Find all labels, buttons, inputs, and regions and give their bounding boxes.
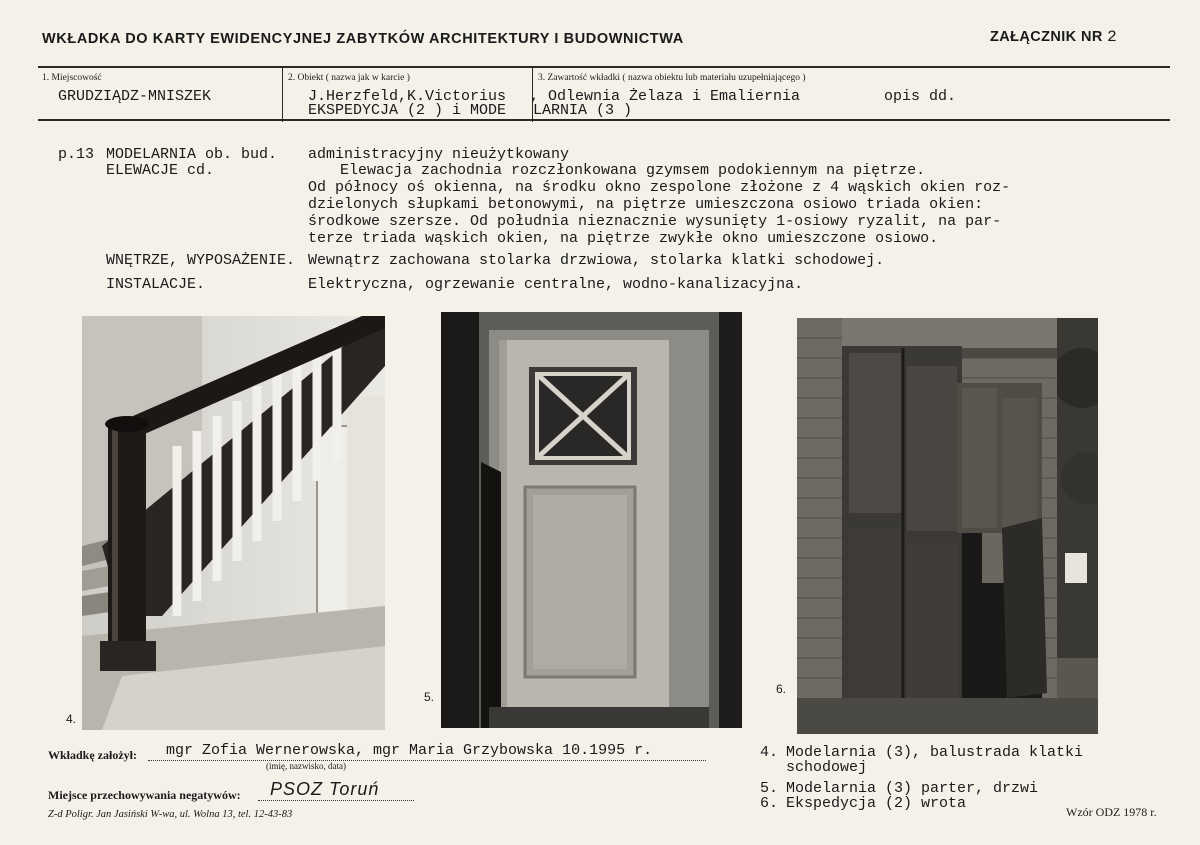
form-rule-top (38, 66, 1170, 68)
body-line3: Od północy oś okienna, na środku okno zespolone złożone z 4 wąskich okien roz- (308, 179, 1011, 196)
gates-illustration (797, 318, 1098, 734)
install-head: INSTALACJE. (106, 276, 206, 293)
photo-5-number: 5. (424, 690, 435, 704)
caption-4-text: Modelarnia (3), balustrada klatki (786, 744, 1084, 761)
field-3-value-extra: opis dd. (884, 88, 957, 105)
photo-staircase (82, 316, 385, 730)
annex-number: 2 (1107, 28, 1118, 46)
body-line4: dzielonych słupkami betonowymi, na piętrze umieszczona osiowo triada okien: (308, 196, 984, 213)
photo-door (441, 312, 742, 728)
caption-4-num: 4. (760, 744, 779, 761)
staircase-illustration (82, 316, 385, 730)
body-line6: terze triada wąskich okien, na piętrze zwykłe okno umieszczone osiowo. (308, 230, 939, 247)
field-3-value-line2: LARNIA (3 ) (533, 102, 633, 119)
founder-value: mgr Zofia Wernerowska, mgr Maria Grzybowska 10.1995 r. (166, 742, 653, 759)
field-2-label: 2. Obiekt ( nazwa jak w karcie ) (288, 73, 410, 83)
founder-line (148, 760, 706, 761)
caption-4-cont: schodowej (786, 759, 868, 776)
form-title: WKŁADKA DO KARTY EWIDENCYJNEJ ZABYTKÓW ARCHITEKTURY I BUDOWNICTWA (42, 31, 684, 47)
field-1-label: 1. Miejscowość (42, 73, 102, 83)
storage-label: Miejsce przechowywania negatywów: (48, 788, 241, 802)
storage-value: PSOZ Toruń (270, 779, 380, 799)
body-line1-head: MODELARNIA ob. bud. (106, 146, 278, 163)
annex-label-text: ZAŁĄCZNIK NR (990, 29, 1103, 45)
form-divider-1 (282, 66, 283, 122)
door-illustration (441, 312, 742, 728)
storage-line (258, 800, 414, 801)
install-text: Elektryczna, ogrzewanie centralne, wodno-kanalizacyjna. (308, 276, 804, 293)
caption-6-num: 6. (760, 795, 779, 812)
founder-hint: (imię, nazwisko, data) (266, 761, 346, 771)
body-line2-head: ELEWACJE cd. (106, 162, 215, 179)
photo-gates (797, 318, 1098, 734)
field-1-value: GRUDZIĄDZ-MNISZEK (58, 88, 212, 105)
printer-info: Z-d Poligr. Jan Jasiński W-wa, ul. Wolna 13, tel. 12-43-83 (48, 809, 293, 820)
field-3-value-line1: , Odlewnia Żelaza i Emaliernia (530, 88, 801, 105)
interior-head: WNĘTRZE, WYPOSAŻENIE. (106, 252, 296, 269)
photo-4-number: 4. (66, 712, 77, 726)
field-2-value-line1: J.Herzfeld,K.Victorius (308, 88, 507, 105)
photo-6-number: 6. (776, 682, 787, 696)
founder-label: Wkładkę założył: (48, 748, 137, 762)
body-line1-text: administracyjny nieużytkowany (308, 146, 570, 163)
field-2-value-line2: EKSPEDYCJA (2 ) i MODE (308, 102, 507, 119)
form-pattern: Wzór ODZ 1978 r. (1066, 805, 1157, 819)
caption-6-text: Ekspedycja (2) wrota (786, 795, 967, 812)
page-ref: p.13 (58, 146, 95, 163)
body-line2-text: Elewacja zachodnia rozczłonkowana gzymsem podokiennym na piętrze. (340, 162, 926, 179)
field-3-label: 3. Zawartość wkładki ( nazwa obiektu lub materiału uzupełniającego ) (538, 73, 806, 83)
body-line5: środkowe szersze. Od południa nieznacznie wysunięty 1-osiowy ryzalit, na par- (308, 213, 1002, 230)
interior-text: Wewnątrz zachowana stolarka drzwiowa, stolarka klatki schodowej. (308, 252, 885, 269)
form-rule-mid (38, 119, 1170, 121)
annex-label (990, 28, 1117, 46)
caption-5-text: Modelarnia (3) parter, drzwi (786, 780, 1039, 797)
caption-5-num: 5. (760, 780, 779, 797)
